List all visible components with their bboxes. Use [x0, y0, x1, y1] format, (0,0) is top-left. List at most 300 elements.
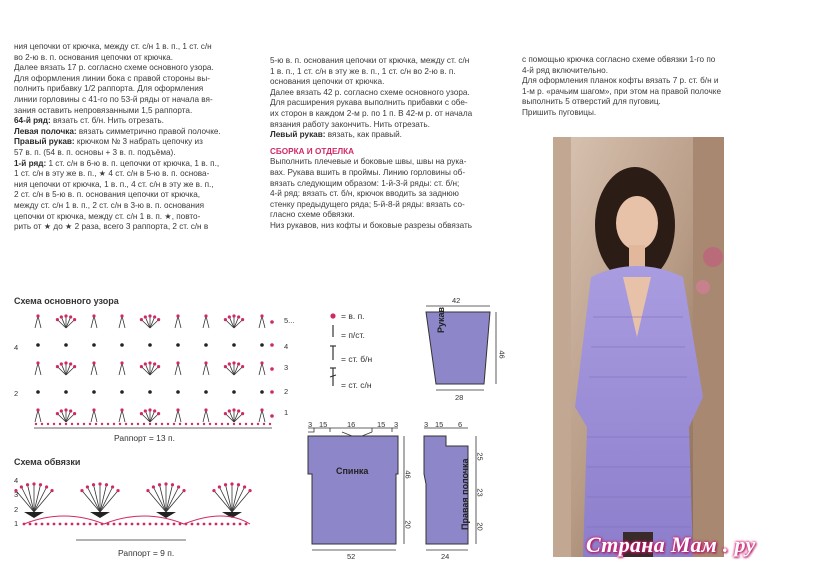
stitch-mark	[56, 412, 59, 415]
dimension: 20	[475, 522, 485, 531]
stitch-mark	[125, 423, 127, 425]
stitch-mark	[95, 523, 98, 526]
stitch-mark	[35, 410, 38, 422]
model-photo-illustration	[553, 137, 724, 557]
stitch-mark	[148, 361, 151, 364]
stitch-mark	[173, 423, 175, 425]
stitch-mark	[144, 409, 147, 412]
stitch-mark	[241, 318, 244, 321]
stitch-mark	[66, 414, 75, 422]
stitch-mark	[155, 523, 158, 526]
stitch-mark	[92, 408, 95, 411]
stitch-mark	[89, 423, 91, 425]
text-line: Для оформления планок кофты вязать 7 р. ст. б/н и	[522, 76, 719, 86]
stitch-mark	[119, 423, 121, 425]
stitch-mark	[263, 423, 265, 425]
stitch-mark	[140, 412, 143, 415]
stitch-mark	[71, 523, 74, 526]
stitch-mark	[39, 483, 42, 486]
main-scheme-title: Схема основного узора	[14, 296, 119, 306]
stitch-mark	[47, 423, 49, 425]
stitch-mark	[141, 367, 150, 375]
text-line: 2 ст. с/н в 5-ю в. п. основания цепочки от крючка,	[14, 190, 201, 200]
stitch-mark	[145, 317, 150, 328]
stitch-mark	[131, 523, 134, 526]
text-line: зания оставить непровязанными 1,5 раппорта.	[14, 105, 193, 115]
stitch-mark	[215, 523, 218, 526]
stitch-mark	[157, 318, 160, 321]
row-label: 3	[284, 363, 289, 372]
legend-label: = ст. б/н	[341, 354, 373, 364]
stitch-mark	[150, 411, 155, 422]
stitch-mark	[175, 363, 178, 375]
stitch-mark	[120, 390, 124, 394]
stitch-mark	[227, 423, 229, 425]
stitch-mark	[232, 343, 236, 347]
stitch-mark	[122, 363, 125, 375]
stitch-mark	[270, 390, 274, 394]
row-label: 5...	[284, 316, 295, 325]
dimension: 46	[497, 350, 507, 359]
back-shape	[308, 436, 398, 544]
stitch-mark	[259, 363, 262, 375]
stitch-mark	[262, 316, 265, 328]
stitch-mark	[60, 362, 63, 365]
stitch-mark	[119, 363, 122, 375]
stitch-mark	[228, 315, 231, 318]
stitch-mark	[270, 367, 274, 371]
stitch-mark	[270, 343, 274, 347]
stitch-mark	[227, 523, 230, 526]
stitch-mark	[36, 390, 40, 394]
stitch-mark	[61, 364, 66, 375]
stitch-mark	[173, 523, 176, 526]
stitch-mark	[158, 483, 161, 486]
stitch-mark	[191, 423, 193, 425]
stitch-mark	[94, 410, 97, 422]
stitch-mark	[224, 412, 227, 415]
stitch-mark	[146, 489, 149, 492]
stitch-mark	[66, 317, 71, 328]
stitch-mark	[257, 423, 259, 425]
stitch-mark	[107, 423, 109, 425]
stitch-mark	[232, 314, 235, 317]
stitch-mark	[234, 367, 243, 375]
stitch-mark	[73, 318, 76, 321]
main-pattern-chart	[10, 306, 300, 446]
text-line: основания цепочки от крючка.	[270, 77, 385, 87]
row-label: 2	[284, 387, 289, 396]
stitch-mark	[234, 317, 239, 328]
text-line: с помощью крючка согласно схеме обвязки 1-го по	[522, 55, 716, 64]
stitch-mark	[232, 408, 235, 411]
dimension: 42	[452, 296, 461, 305]
garment-pattern-pieces	[300, 296, 500, 556]
stitch-mark	[185, 423, 187, 425]
stitch-mark	[66, 411, 71, 422]
right-sleeve-instruction: Правый рукав: крючком № 3 набрать цепочку из	[14, 137, 203, 147]
stitch-mark	[229, 317, 234, 328]
stitch-mark	[204, 390, 208, 394]
instructions-column-3	[522, 55, 762, 119]
stitch-mark	[64, 343, 68, 347]
stitch-mark	[228, 362, 231, 365]
legend-label: = в. п.	[341, 311, 365, 321]
stitch-mark	[144, 315, 147, 318]
stitch-mark	[209, 423, 211, 425]
stitch-mark	[137, 523, 140, 526]
text-line: ния цепочки от крючка, 1 в. п., 4 ст. с/н в эту же в. п.,	[14, 179, 214, 189]
stitch-mark	[41, 523, 44, 526]
stitch-mark	[206, 316, 209, 328]
stitch-mark	[176, 390, 180, 394]
stitch-mark	[150, 367, 159, 375]
edging-pattern-chart	[20, 468, 260, 548]
stitch-mark	[38, 410, 41, 422]
stitch-mark	[204, 361, 207, 364]
text-line: Выполнить плечевые и боковые швы, швы на рука-	[270, 157, 467, 167]
stitch-mark	[69, 362, 72, 365]
row-1-label: 1-й ряд:	[14, 158, 47, 168]
stitch-mark	[113, 523, 116, 526]
stitch-mark	[92, 483, 95, 486]
stitch-mark	[36, 361, 39, 364]
stitch-mark	[209, 523, 212, 526]
text-line: стенку предыдущего ряда; 5-й-8-й ряды: вязать со-	[270, 199, 465, 209]
stitch-mark	[218, 485, 221, 488]
stitch-mark	[91, 363, 94, 375]
stitch-mark	[153, 409, 156, 412]
text-line: Для оформления линии бока с правой стороны вы-	[14, 73, 210, 83]
stitch-mark	[245, 423, 247, 425]
text-line: Низ рукавов, низ кофты и боковые разрезы обвязать	[270, 220, 472, 230]
stitch-mark	[65, 523, 68, 526]
stitch-mark	[32, 482, 35, 485]
dimension: 3	[394, 420, 399, 429]
stitch-mark	[119, 316, 122, 328]
stitch-mark	[161, 523, 164, 526]
stitch-mark	[204, 314, 207, 317]
stitch-mark	[150, 414, 159, 422]
stitch-mark	[92, 343, 96, 347]
stitch-mark	[197, 523, 200, 526]
stitch-mark	[234, 364, 239, 375]
stitch-mark	[203, 523, 206, 526]
stitch-mark	[60, 315, 63, 318]
text-line: Для расширения рукава выполнить прибавки с обе-	[270, 98, 468, 108]
text-line: рить от ★ до ★ 2 раза, всего 3 раппорта, 2 ст. с/н в	[14, 222, 209, 232]
assembly-heading: СБОРКА И ОТДЕЛКА	[270, 146, 355, 156]
dimension: 46	[403, 470, 413, 479]
stitch-mark	[89, 523, 92, 526]
stitch-mark	[269, 423, 271, 425]
stitch-mark	[167, 523, 170, 526]
stitch-mark	[105, 483, 108, 486]
stitch-mark	[197, 423, 199, 425]
stitch-mark	[176, 314, 179, 317]
stitch-mark	[140, 318, 143, 321]
row-64-label: 64-й ряд:	[14, 116, 51, 126]
row-label: 2	[14, 505, 19, 514]
stitch-mark	[241, 412, 244, 415]
stitch-mark	[191, 523, 194, 526]
stitch-mark	[224, 483, 227, 486]
stitch-mark	[260, 390, 264, 394]
stitch-mark	[230, 482, 233, 485]
stitch-mark	[59, 523, 62, 526]
dimension: 15	[377, 420, 386, 429]
stitch-mark	[260, 314, 263, 317]
stitch-mark	[91, 410, 94, 422]
dimension: 28	[455, 393, 464, 402]
stitch-mark	[120, 361, 123, 364]
stitch-mark	[178, 316, 181, 328]
text-line: вах. Рукава вшить в проймы. Линию горловины об-	[270, 167, 466, 177]
stitch-mark	[243, 485, 246, 488]
stitch-mark	[237, 362, 240, 365]
stitch-mark	[206, 363, 209, 375]
stitch-mark	[125, 523, 128, 526]
dimension: 16	[347, 420, 356, 429]
stitch-mark	[229, 364, 234, 375]
stitch-mark	[259, 316, 262, 328]
text-line: цепочки от крючка, между ст. с/н 1 в. п. ★, повто-	[14, 211, 201, 221]
stitch-mark	[229, 411, 234, 422]
main-scheme-repeat: Раппорт = 13 п.	[114, 433, 175, 443]
stitch-mark	[77, 423, 79, 425]
stitch-mark	[90, 512, 110, 518]
text-line: Далее вязать 42 р. согласно схеме основного узора.	[270, 87, 470, 97]
stitch-mark	[212, 489, 215, 492]
stitch-mark	[176, 408, 179, 411]
dimension: 3	[308, 420, 313, 429]
text-line: 57 в. п. (54 в. п. основы + 3 в. п. подъёма).	[14, 147, 176, 157]
stitch-mark	[144, 362, 147, 365]
stitch-mark	[73, 365, 76, 368]
stitch-mark	[120, 314, 123, 317]
stitch-mark	[215, 423, 217, 425]
stitch-mark	[66, 364, 71, 375]
stitch-mark	[225, 414, 234, 422]
stitch-mark	[95, 423, 97, 425]
stitch-mark	[83, 423, 85, 425]
stitch-mark	[176, 361, 179, 364]
stitch-mark	[69, 409, 72, 412]
stitch-mark	[116, 489, 119, 492]
stitch-mark	[259, 410, 262, 422]
stitch-mark	[24, 512, 44, 518]
left-front-instruction: Левая полочка: вязать симметрично правой полочке.	[14, 126, 221, 136]
stitch-mark	[35, 316, 38, 328]
stitch-mark	[178, 363, 181, 375]
stitch-mark	[203, 363, 206, 375]
text-line: 5-ю в. п. основания цепочки от крючка, между ст. с/н	[270, 56, 470, 65]
stitch-mark	[64, 314, 67, 317]
stitch-mark	[92, 390, 96, 394]
stitch-mark	[224, 365, 227, 368]
stitch-mark	[175, 316, 178, 328]
stitch-mark	[60, 409, 63, 412]
row-1-instruction: 1-й ряд: 1 ст. с/н в 6-ю в. п. цепочки от крючка, 1 в. п.,	[14, 158, 220, 168]
stitch-mark	[171, 483, 174, 486]
stitch-mark	[179, 423, 181, 425]
right-sleeve-label: Правый рукав:	[14, 137, 75, 147]
stitch-mark	[260, 343, 264, 347]
stitch-mark	[153, 362, 156, 365]
stitch-mark	[221, 523, 224, 526]
stitch-mark	[233, 523, 236, 526]
stitch-mark	[221, 423, 223, 425]
stitch-mark	[91, 316, 94, 328]
stitch-mark	[80, 489, 83, 492]
stitch-mark	[262, 363, 265, 375]
text-line: линии горловины с 41-го по 53-й ряды от начала вя-	[14, 94, 213, 104]
left-sleeve-label: Левый рукав:	[270, 130, 326, 140]
stitch-mark	[203, 410, 206, 422]
stitch-mark	[237, 483, 240, 486]
stitch-mark	[59, 423, 61, 425]
stitch-mark	[131, 423, 133, 425]
stitch-mark	[57, 414, 66, 422]
stitch-mark	[182, 489, 185, 492]
stitch-mark	[35, 423, 37, 425]
row-label: 2	[14, 389, 19, 398]
stitch-mark	[64, 390, 68, 394]
stitch-mark	[86, 485, 89, 488]
stitch-mark	[270, 320, 274, 324]
stitch-mark	[56, 318, 59, 321]
left-sleeve-instruction: Левый рукав: вязать, как правый.	[270, 130, 402, 140]
row-64-instruction: 64-й ряд: вязать ст. б/н. Нить отрезать.	[14, 116, 164, 126]
stitch-mark	[143, 523, 146, 526]
stitch-mark	[83, 523, 86, 526]
instructions-column-2	[270, 56, 508, 232]
stitch-mark	[98, 482, 101, 485]
stitch-mark	[164, 482, 167, 485]
text-line: 1 в. п., 1 ст. с/н в эту же в. п., 1 ст. с/н во 2-ю в. п.	[270, 66, 456, 76]
stitch-mark	[120, 343, 124, 347]
stitch-mark	[64, 408, 67, 411]
stitch-mark	[152, 485, 155, 488]
dimension: 15	[435, 420, 444, 429]
dimension: 52	[347, 552, 356, 561]
dimension: 3	[424, 420, 429, 429]
dimension: 25	[475, 452, 485, 461]
text-line: полнить прибавку 1/2 раппорта. Для оформления	[14, 84, 204, 94]
stitch-mark	[245, 523, 248, 526]
stitch-mark	[71, 423, 73, 425]
stitch-mark	[233, 423, 235, 425]
stitch-mark	[94, 316, 97, 328]
stitch-mark	[137, 423, 139, 425]
text-line: 4-й ряд включительно.	[522, 65, 609, 75]
sleeve-label: Рукав	[436, 306, 446, 333]
stitch-mark	[92, 361, 95, 364]
stitch-mark	[241, 365, 244, 368]
stitch-mark	[150, 317, 155, 328]
right-front-label: Правая полочка	[460, 458, 470, 530]
text-line: их сторон в каждом 2-м р. по 1 п. В 42-м р. от начала	[270, 108, 473, 118]
text-line: Далее вязать 17 р. согласно схеме основного узора.	[14, 63, 214, 73]
stitch-mark	[203, 423, 205, 425]
stitch-mark	[66, 367, 75, 375]
stitch-mark	[148, 343, 152, 347]
stitch-mark	[270, 414, 274, 418]
stitch-mark	[53, 523, 56, 526]
stitch-mark	[57, 367, 66, 375]
stitch-mark	[155, 423, 157, 425]
text-line: вязать следующим образом: 1-й-3-й ряды: ст. б/н;	[270, 178, 460, 188]
stitch-mark	[228, 409, 231, 412]
stitch-mark	[92, 314, 95, 317]
stitch-mark	[237, 409, 240, 412]
stitch-mark	[119, 410, 122, 422]
stitch-mark	[224, 318, 227, 321]
stitch-mark	[141, 320, 150, 328]
stitch-mark	[64, 361, 67, 364]
stitch-mark	[61, 411, 66, 422]
stitch-mark	[145, 411, 150, 422]
stitch-mark	[234, 411, 239, 422]
stitch-mark	[38, 316, 41, 328]
dimension: 23	[475, 488, 485, 497]
text-line: 1-м р. «рачьим шагом», при этом на правой полочке	[522, 86, 722, 96]
model-photo	[553, 137, 724, 557]
stitch-mark	[149, 423, 151, 425]
text-line: вязания работу закончить. Нить отрезать.	[270, 119, 430, 129]
text-line: ния цепочки от крючка, между ст. с/н 1 в. п., 1 ст. с/н	[14, 42, 212, 51]
stitch-mark	[119, 523, 122, 526]
stitch-mark	[38, 363, 41, 375]
stitch-mark	[53, 423, 55, 425]
stitch-mark	[178, 410, 181, 422]
stitch-mark	[157, 365, 160, 368]
stitch-mark	[50, 489, 53, 492]
stitch-mark	[239, 523, 242, 526]
back-label: Спинка	[336, 466, 369, 476]
row-label: 1	[284, 408, 289, 417]
stitch-mark	[145, 364, 150, 375]
stitch-mark	[239, 423, 241, 425]
stitch-mark	[167, 423, 169, 425]
stitch-mark	[248, 489, 251, 492]
stitch-mark	[175, 410, 178, 422]
stitch-mark	[47, 523, 50, 526]
site-watermark: Страна Мам . ру	[586, 532, 756, 557]
row-label: 4	[284, 342, 289, 351]
stitch-mark	[148, 408, 151, 411]
legend-label: = ст. с/н	[341, 380, 372, 390]
stitch-mark	[141, 414, 150, 422]
text-line: Пришить пуговицы.	[522, 107, 597, 117]
stitch-mark	[101, 423, 103, 425]
legend-label: = п/ст.	[341, 330, 365, 340]
row-label: 1	[14, 519, 19, 528]
stitch-mark	[234, 320, 243, 328]
dimension: 24	[441, 552, 450, 561]
text-line: 1 ст. с/н в эту же в. п., ★ 4 ст. с/н в 5-ю в. п. основа-	[14, 169, 210, 179]
left-front-label: Левая полочка:	[14, 126, 77, 136]
text-line: между ст. с/н 1 в. п., 2 ст. с/н в 3-ю в. п. основания	[14, 200, 205, 210]
stitch-mark	[260, 408, 263, 411]
dimension: 20	[403, 520, 413, 529]
stitch-mark	[232, 390, 236, 394]
stitch-mark	[94, 363, 97, 375]
row-label: 3	[14, 490, 19, 499]
stitch-mark	[35, 523, 38, 526]
stitch-mark	[161, 423, 163, 425]
stitch-mark	[140, 365, 143, 368]
